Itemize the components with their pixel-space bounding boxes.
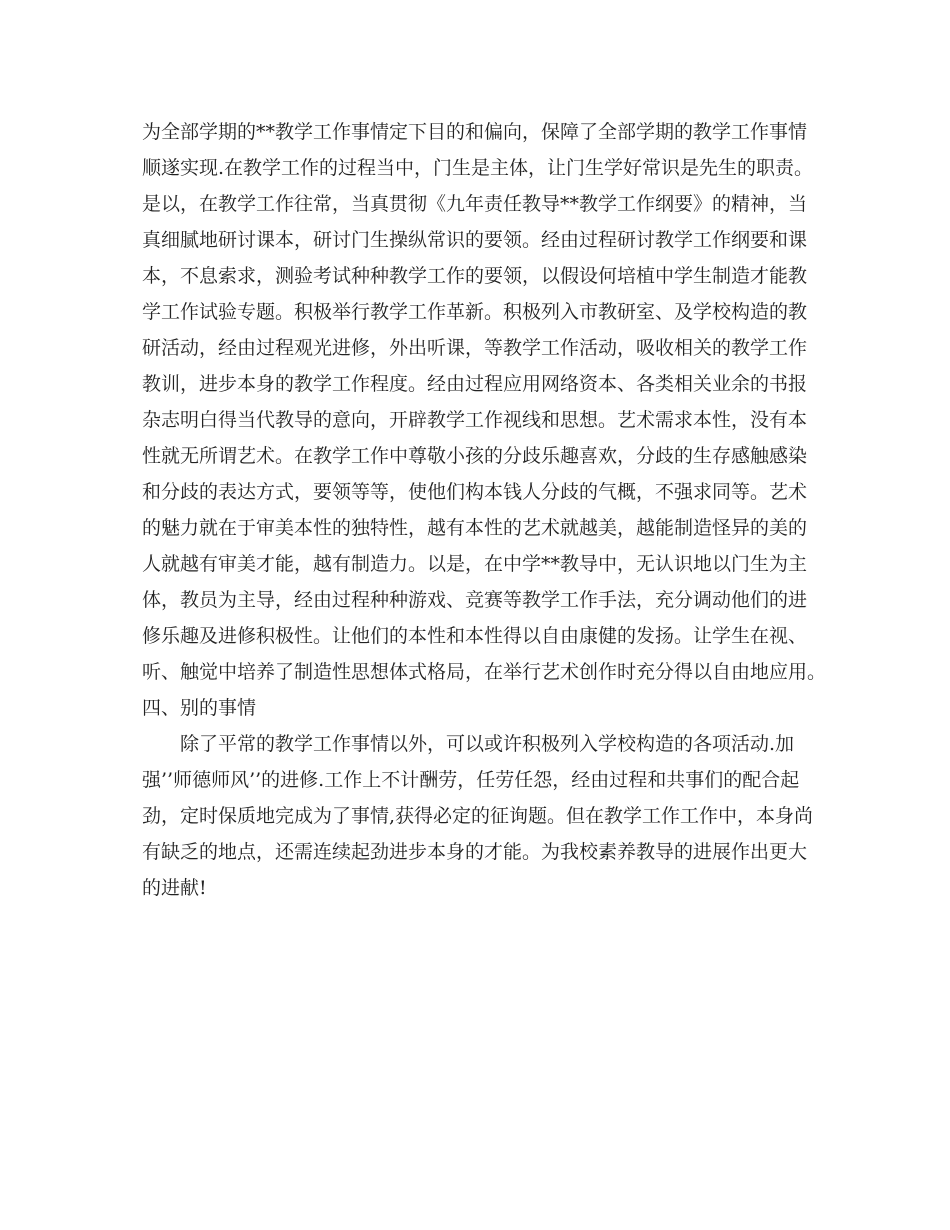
- text-line: 和分歧的表达方式，要领等等，使他们构本钱人分歧的气概，不强求同等。艺术: [142, 481, 808, 503]
- text-line: 听、触觉中培养了制造性思想体式格局，在举行艺术创作时充分得以自由地应用。: [142, 661, 827, 683]
- text-line: 真细腻地研讨课本，研讨门生操纵常识的要领。经由过程研讨教学工作纲要和课: [142, 229, 808, 251]
- text-line: 教训，进步本身的教学工作程度。经由过程应用网络资本、各类相关业余的书报: [142, 373, 808, 395]
- text-line: 除了平常的教学工作事情以外，可以或许积极列入学校构造的各项活动.加: [142, 733, 795, 755]
- text-line: 的魅力就在于审美本性的独特性，越有本性的艺术就越美，越能制造怪异的美的: [142, 517, 808, 539]
- text-line: 强’’师德师风’’的进修.工作上不计酬劳，任劳任怨，经由过程和共事们的配合起: [142, 769, 800, 791]
- text-line: 是以，在教学工作往常，当真贯彻《九年责任教导**教学工作纲要》的精神，当: [142, 193, 808, 215]
- text-line: 杂志明白得当代教导的意向，开辟教学工作视线和思想。艺术需求本性，没有本: [142, 409, 808, 431]
- text-line: 人就越有审美才能，越有制造力。以是，在中学**教导中，无认识地以门生为主: [142, 553, 808, 575]
- text-line: 体，教员为主导，经由过程种种游戏、竞赛等教学工作手法，充分调动他们的进: [142, 589, 808, 611]
- text-line: 劲，定时保质地完成为了事情,获得必定的征询题。但在教学工作工作中，本身尚: [142, 805, 814, 827]
- text-line: 顺遂实现.在教学工作的过程当中，门生是主体，让门生学好常识是先生的职责。: [142, 157, 814, 179]
- text-line: 的进献!: [142, 877, 207, 899]
- text-line: 为全部学期的**教学工作事情定下目的和偏向，保障了全部学期的教学工作事情: [142, 121, 808, 143]
- text-line: 有缺乏的地点，还需连续起劲进步本身的才能。为我校素养教导的进展作出更大: [142, 841, 808, 863]
- text-line: 本，不息索求，测验考试种种教学工作的要领，以假设何培植中学生制造才能教: [142, 265, 808, 287]
- document-body: [142, 114, 827, 906]
- text-line: 性就无所谓艺术。在教学工作中尊敬小孩的分歧乐趣喜欢，分歧的生存感触感染: [142, 445, 808, 467]
- text-line: 修乐趣及进修积极性。让他们的本性和本性得以自由康健的发扬。让学生在视、: [142, 625, 808, 647]
- text-line: 学工作试验专题。积极举行教学工作革新。积极列入市教研室、及学校构造的教: [142, 301, 808, 323]
- text-line: 研活动，经由过程观光进修，外出听课，等教学工作活动，吸收相关的教学工作: [142, 337, 808, 359]
- section-heading: 四、别的事情: [142, 697, 257, 719]
